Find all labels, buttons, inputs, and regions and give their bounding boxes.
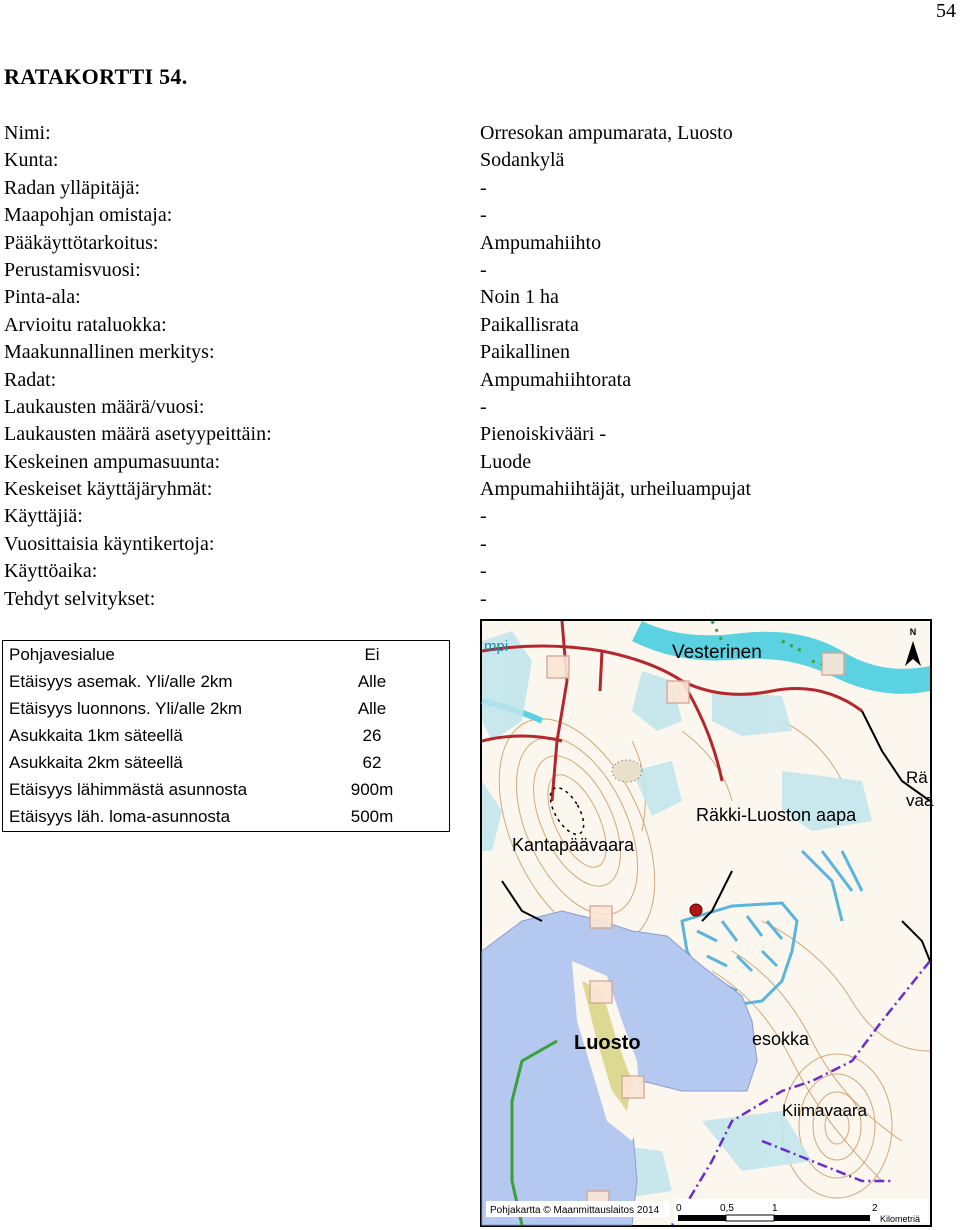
stat-label: Etäisyys läh. loma-asunnosta	[9, 807, 231, 826]
stats-row	[3, 668, 449, 695]
field-label: Maakunnallinen merkitys:	[4, 341, 215, 364]
field-value: -	[480, 560, 487, 583]
stat-label: Etäisyys asemak. Yli/alle 2km	[9, 672, 233, 691]
field-value: -	[480, 587, 487, 610]
info-row	[4, 175, 904, 202]
stat-label: Pohjavesialue	[9, 645, 115, 664]
info-row	[4, 558, 904, 585]
field-label: Nimi:	[4, 122, 51, 144]
shooting-range-marker	[690, 904, 702, 916]
field-label: Arvioitu rataluokka:	[4, 313, 167, 336]
north-label: N	[909, 627, 917, 637]
field-label: Pääkäyttötarkoitus:	[4, 231, 159, 254]
field-label: Keskeinen ampumasuunta:	[4, 450, 221, 473]
field-value: -	[480, 204, 487, 227]
scale-tick-0: 0	[676, 1203, 682, 1214]
label-rakki-luoston-aapa: Räkki-Luoston aapa	[696, 805, 857, 825]
info-row	[4, 120, 904, 147]
stat-value: 26	[362, 726, 382, 745]
location-map	[480, 619, 932, 1227]
trails	[544, 782, 591, 839]
info-row	[4, 367, 904, 394]
stat-value: 500m	[350, 807, 394, 826]
stats-row	[3, 695, 449, 722]
info-row	[4, 257, 904, 284]
field-label: Käyttäjiä:	[4, 505, 83, 528]
stats-row	[3, 803, 449, 830]
info-row	[4, 394, 904, 421]
scale-tick-05: 0,5	[720, 1203, 734, 1214]
stats-row	[3, 776, 449, 803]
info-row	[4, 503, 904, 530]
map-canvas	[482, 621, 934, 1225]
stat-label: Asukkaita 1km säteellä	[9, 726, 183, 745]
label-ra-partial: Rä	[906, 768, 928, 787]
label-vaa-partial: vaa	[906, 791, 934, 810]
scale-tick-2: 2	[872, 1203, 878, 1214]
stat-label: Asukkaita 2km säteellä	[9, 753, 183, 772]
info-list	[4, 120, 904, 613]
stats-row	[3, 641, 449, 668]
info-row	[4, 312, 904, 339]
stat-value: Ei	[364, 645, 380, 664]
rock-area	[612, 760, 642, 782]
field-value: -	[480, 258, 487, 281]
field-label: Laukausten määrä asetyypeittäin:	[4, 423, 272, 446]
scale-tick-1: 1	[772, 1203, 778, 1214]
stats-box	[2, 640, 450, 832]
info-row	[4, 339, 904, 366]
field-value: Paikallisrata	[480, 313, 579, 336]
stat-value: Alle	[357, 699, 387, 718]
info-row	[4, 284, 904, 311]
label-mpi-partial: mpi	[484, 638, 509, 655]
scale-unit: Kilometriä	[880, 1214, 921, 1224]
field-value: -	[480, 505, 487, 528]
label-luosto: Luosto	[574, 1032, 641, 1054]
field-value: Ampumahiihto	[480, 231, 602, 254]
label-kiimavaara: Kiimavaara	[782, 1101, 868, 1120]
info-row	[4, 586, 904, 613]
stat-label: Etäisyys luonnons. Yli/alle 2km	[9, 699, 243, 718]
stats-row	[3, 722, 449, 749]
label-esokka: esokka	[752, 1029, 810, 1049]
info-row	[4, 147, 904, 174]
field-value: Pienoiskivääri -	[480, 423, 607, 446]
map-credit: Pohjakartta © Maanmittauslaitos 2014	[490, 1205, 660, 1216]
stat-value: 900m	[350, 780, 394, 799]
field-label: Radat:	[4, 368, 57, 391]
field-value: Orresokan ampumarata, Luosto	[480, 122, 733, 144]
page-number: 54	[936, 0, 956, 22]
field-label: Radan ylläpitäjä:	[4, 176, 141, 199]
info-row	[4, 202, 904, 229]
field-label: Perustamisvuosi:	[4, 258, 141, 281]
field-value: Ampumahiihtorata	[480, 368, 632, 391]
field-value: -	[480, 532, 487, 555]
stat-value: 62	[362, 753, 382, 772]
field-value: Ampumahiihtäjät, urheiluampujat	[480, 478, 752, 501]
stats-row	[3, 749, 449, 776]
info-row	[4, 449, 904, 476]
label-vesterinen: Vesterinen	[672, 642, 762, 663]
stat-label: Etäisyys lähimmästä asunnosta	[9, 780, 248, 799]
field-value: Paikallinen	[480, 341, 570, 364]
field-label: Laukausten määrä/vuosi:	[4, 395, 205, 418]
field-label: Tehdyt selvitykset:	[4, 587, 156, 610]
field-label: Pinta-ala:	[4, 286, 81, 309]
scale-bar	[678, 1215, 870, 1221]
field-label: Maapohjan omistaja:	[4, 204, 173, 227]
info-row	[4, 230, 904, 257]
field-value: Sodankylä	[480, 149, 565, 172]
page-title: RATAKORTTI 54.	[4, 64, 188, 89]
info-row	[4, 531, 904, 558]
field-label: Keskeiset käyttäjäryhmät:	[4, 478, 213, 501]
label-kantapaavaara: Kantapäävaara	[512, 835, 635, 855]
field-value: -	[480, 176, 487, 199]
field-label: Vuosittaisia käyntikertoja:	[4, 532, 215, 555]
field-value: Noin 1 ha	[480, 286, 559, 309]
field-label: Kunta:	[4, 149, 59, 172]
field-value: Luode	[480, 450, 532, 473]
stat-value: Alle	[357, 672, 387, 691]
info-row	[4, 476, 904, 503]
field-value: -	[480, 395, 487, 418]
north-arrow	[905, 641, 921, 666]
field-label: Käyttöaika:	[4, 560, 98, 583]
info-row	[4, 421, 904, 448]
